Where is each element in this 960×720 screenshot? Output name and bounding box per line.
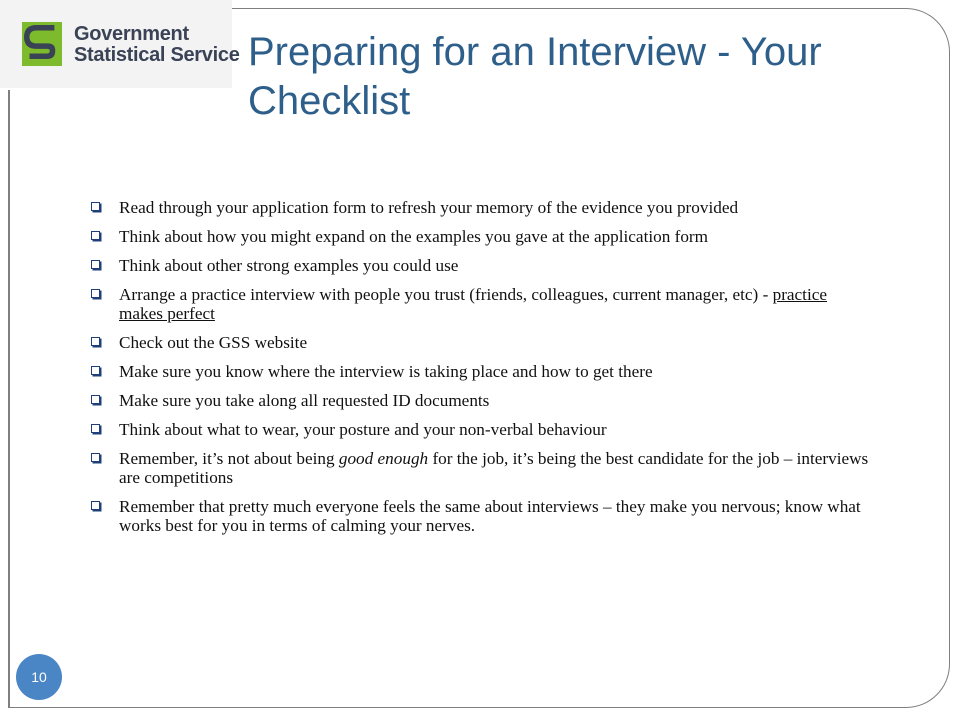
checklist-item: Remember that pretty much everyone feels the same about interviews – they make you nervous; know what works best for you in terms of calming your nerves.: [90, 497, 870, 535]
checkbox-bullet-icon: [91, 366, 100, 375]
page-number-badge: 10: [16, 654, 62, 700]
gss-logo-mark-icon: [22, 22, 62, 66]
checkbox-bullet-icon: [91, 395, 100, 404]
checklist-item: Think about other strong examples you could use: [90, 256, 870, 275]
practice-makes-perfect-link[interactable]: practice makes perfect: [119, 285, 827, 323]
checklist-item: Think about what to wear, your posture and your non-verbal behaviour: [90, 420, 870, 439]
checklist-item: Check out the GSS website: [90, 333, 870, 352]
checkbox-bullet-icon: [91, 260, 100, 269]
logo-line-2: Statistical Service: [74, 44, 240, 66]
gss-logo: [0, 0, 240, 88]
checkbox-bullet-icon: [91, 202, 100, 211]
slide-frame-left-edge: [8, 90, 10, 708]
checkbox-bullet-icon: [91, 453, 100, 462]
gss-logo-text: [74, 24, 240, 66]
checklist-item: Make sure you know where the interview is taking place and how to get there: [90, 362, 870, 381]
logo-line-1: Government: [74, 23, 189, 45]
checkbox-bullet-icon: [91, 424, 100, 433]
checklist-item: Remember, it’s not about being good enough for the job, it’s being the best candidate for the job – interviews are competitions: [90, 449, 870, 487]
checkbox-bullet-icon: [91, 337, 100, 346]
slide-title: Preparing for an Interview - Your Checklist: [248, 30, 822, 123]
checklist-item: Read through your application form to refresh your memory of the evidence you provided: [90, 198, 870, 217]
checkbox-bullet-icon: [91, 231, 100, 240]
checkbox-bullet-icon: [91, 289, 100, 298]
checklist-item: Think about how you might expand on the examples you gave at the application form: [90, 227, 870, 246]
checkbox-bullet-icon: [91, 501, 100, 510]
checklist-item: Arrange a practice interview with people you trust (friends, colleagues, current manager, etc) - practice makes perfect: [90, 285, 870, 323]
checklist-item: Make sure you take along all requested ID documents: [90, 391, 870, 410]
interview-checklist: [90, 198, 870, 545]
